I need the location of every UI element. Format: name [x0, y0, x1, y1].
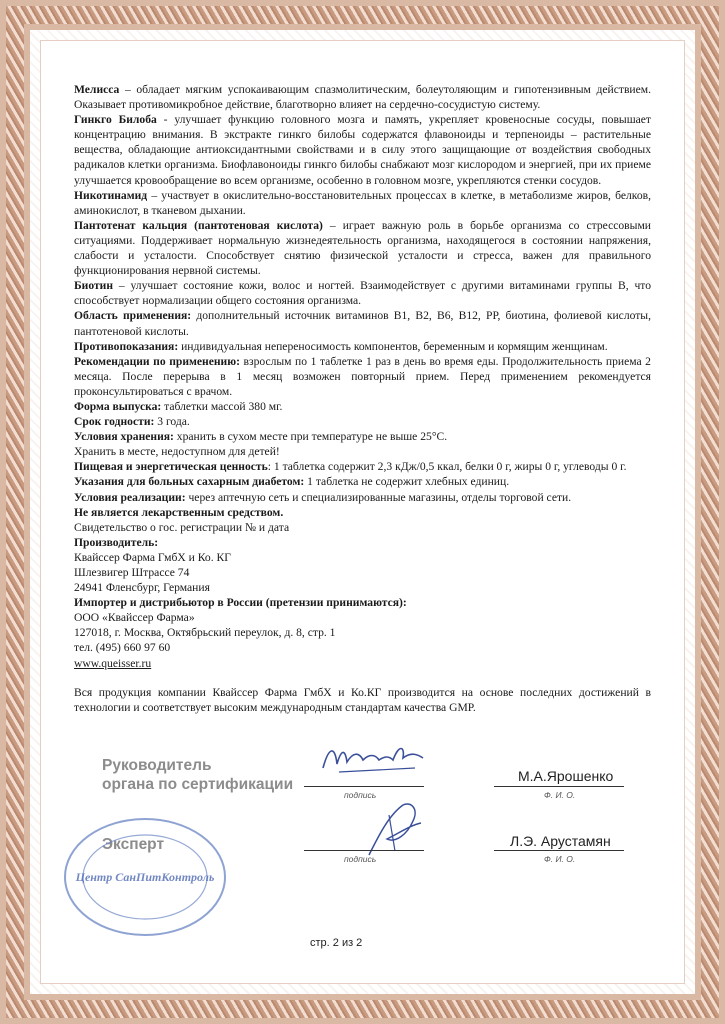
paragraph-manufacturer-city: 24941 Фленсбург, Германия — [74, 581, 210, 595]
expert-title: Эксперт — [102, 836, 165, 853]
paragraph-manufacturer-name: Квайссер Фарма ГмбХ и Ко. КГ — [74, 550, 231, 564]
paragraph-sale: Условия реализации: через аптечную сеть и специализированные магазины, отделы торговой сети. — [74, 490, 572, 504]
paragraph-nutrition: Пищевая и энергетическая ценность: 1 таблетка содержит 2,3 кДж/0,5 ккал, белки 0 г, жиры 0 г, углеводы 0 г. — [74, 460, 627, 474]
paragraph-shelf-life: Срок годности: 3 года. — [74, 415, 190, 429]
page-number: стр. 2 из 2 — [310, 937, 363, 949]
paragraph-importer-address: 127018, г. Москва, Октябрьский переулок, д. 8, стр. 1 — [74, 626, 336, 640]
head-fio-label: Ф. И. О. — [544, 790, 576, 800]
paragraph-importer-phone: тел. (495) 660 97 60 — [74, 641, 171, 655]
head-fio-line — [494, 786, 624, 787]
expert-signature-line — [304, 850, 424, 851]
expert-signature-label: подпись — [344, 854, 377, 864]
expert-fio-line — [494, 850, 624, 851]
head-signature-label: подпись — [344, 790, 377, 800]
expert-name: Л.Э. Арустамян — [510, 833, 611, 849]
website-link[interactable]: www.queisser.ru — [74, 656, 152, 670]
expert-fio-label: Ф. И. О. — [544, 854, 576, 864]
paragraph-importer-head: Импортер и дистрибьютор в России (претензии принимаются): — [74, 596, 407, 610]
certificate-body — [74, 82, 651, 715]
paragraph-pantothenate: Пантотенат кальция (пантотеновая кислота) – играет важную роль в борьбе организма со стрессовыми ситуациями. Поддерживает нормальную жизнедеятельность организма, находящегося в состоянии напряжения, слабости и усталости. Способствует снятию физической усталости и стресса, важен для правильного функционирования нервной системы. — [74, 218, 651, 278]
paragraph-biotin: Биотин – улучшает состояние кожи, волос и ногтей. Взаимодействует с другими витаминами группы В, что способствует нормализации общего состояния организма. — [74, 279, 651, 308]
paragraph-ginkgo: Гинкго Билоба - улучшает функцию головного мозга и память, укрепляет кровеносные сосуды, повышает концентрацию внимания. В экстракте гинкго билобы содержатся флавоноиды и терпеноиды – растительные вещества, обладающие антиоксидантными свойствами и в силу этого защищающие от воздействия свободных радикалов клетки организма. Биофлавоноиды гинкго билобы снабжают мозг кислородом и энергией, при их приеме улучшается кровообращение во всем организме, особенно в головном мозге, укрепляются стенки сосудов. — [74, 113, 651, 187]
paragraph-manufacturer-head: Производитель: — [74, 535, 159, 549]
head-title-line2: органа по сертификации — [102, 776, 294, 793]
paragraph-contraindications: Противопоказания: индивидуальная непереносимость компонентов, беременным и кормящим женщинам. — [74, 339, 608, 353]
head-signature — [319, 738, 429, 786]
stamp-text: Центр СанПитКонтроль — [75, 870, 215, 884]
website-row — [74, 656, 651, 671]
paragraph-melissa: Мелисса – обладает мягким успокаивающим спазмолитическим, болеутоляющим и гипотензивным действием. Оказывает противомикробное действие, благотворно влияет на сердечно-сосудистую систему. — [74, 83, 651, 112]
spacer — [74, 671, 651, 685]
paragraph-not-drug: Не является лекарственным средством. — [74, 505, 284, 519]
paragraph-recommendations: Рекомендации по применению: взрослым по 1 таблетке 1 раз в день во время еды. Продолжительность приема 2 месяца. После перерыва в 1 месяц возможен повторный прием. Перед применением рекомендуется проконсультироваться с врачом. — [74, 354, 651, 398]
paragraph-area: Область применения: дополнительный источник витаминов В1, В2, В6, В12, РР, биотина, фолиевой кислоты, пантотеновой кислоты. — [74, 309, 651, 338]
paragraph-diabetes: Указания для больных сахарным диабетом: 1 таблетка не содержит хлебных единиц. — [74, 475, 510, 489]
head-signature-line — [304, 786, 424, 787]
paragraph-storage: Условия хранения: хранить в сухом месте при температуре не выше 25°С. — [74, 430, 448, 444]
paragraph-importer-name: ООО «Квайссер Фарма» — [74, 611, 195, 625]
closing-statement: Вся продукция компании Квайссер Фарма ГмбХ и Ко.КГ производится на основе последних достижений в технологии и соответствует высоким международным стандартам качества GMP. — [74, 685, 651, 714]
head-title-line1: Руководитель — [102, 757, 212, 774]
paragraph-storage-children: Хранить в месте, недоступном для детей! — [74, 445, 280, 459]
certification-stamp — [60, 815, 230, 939]
paragraph-manufacturer-street: Шлезвигер Штрассе 74 — [74, 566, 190, 579]
head-name: М.А.Ярошенко — [518, 768, 614, 784]
paragraph-form: Форма выпуска: таблетки массой 380 мг. — [74, 399, 283, 413]
paragraph-nicotinamide: Никотинамид – участвует в окислительно-восстановительных процессах в клетке, в метаболизме жиров, белков, аминокислот, в тканевом дыхании. — [74, 188, 651, 217]
paragraph-registration: Свидетельство о гос. регистрации № и дата — [74, 520, 290, 534]
